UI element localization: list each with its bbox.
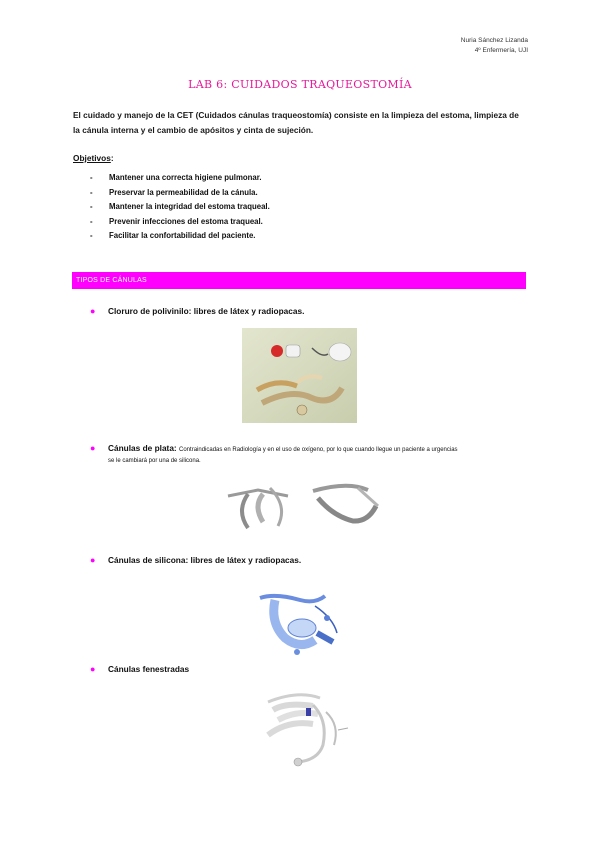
- objective-text: Preservar la permeabilidad de la cánula.: [109, 187, 258, 197]
- cannula-label: Cloruro de polivinilo: libres de látex y radiopacas.: [108, 306, 305, 316]
- objective-item: - Facilitar la confortabilidad del paciente.: [90, 231, 256, 240]
- objectives-list: [90, 171, 270, 244]
- page-title: LAB 6: CUIDADOS TRAQUEOSTOMÍA: [188, 78, 412, 91]
- cannula-note: Contraindicadas en Radiología y en el uso de oxígeno, por lo que cuando llegue un paciente a urgencias: [179, 447, 458, 453]
- pvc-cannula-photo: [242, 328, 357, 423]
- objective-text: Prevenir infecciones del estoma traqueal.: [109, 216, 263, 226]
- cannula-item-fenestrated: [90, 664, 189, 674]
- silicone-cannula-photo: [255, 578, 350, 658]
- silver-cannula-photo: [218, 476, 388, 536]
- cannula-note-continued: se le cambiará por una de silicona.: [108, 458, 201, 464]
- bullet-icon: ●: [90, 306, 96, 316]
- bullet-icon: ●: [90, 443, 96, 453]
- section-title: TIPOS DE CÁNULAS: [76, 277, 147, 284]
- course-name: 4º Enfermería, UJI: [474, 47, 528, 54]
- cannula-label: Cánulas de silicona: libres de látex y radiopacas.: [108, 555, 302, 565]
- objectives-heading-text: Objetivos: [73, 153, 111, 163]
- cannula-item-pvc: [90, 306, 304, 316]
- objective-item: - Prevenir infecciones del estoma traqueal.: [90, 216, 263, 226]
- section-band: [72, 272, 526, 289]
- bullet-icon: ●: [90, 555, 96, 565]
- objective-item: - Mantener una correcta higiene pulmonar.: [90, 173, 262, 182]
- objective-item: - Preservar la permeabilidad de la cánula.: [90, 187, 258, 197]
- objective-text: Mantener una correcta higiene pulmonar.: [109, 173, 262, 182]
- bullet-icon: ●: [90, 664, 96, 674]
- objectives-heading: Objetivos:: [73, 153, 114, 163]
- fenestrated-cannula-photo: [258, 680, 354, 770]
- cannula-item-silver: [90, 443, 458, 453]
- cannula-label: Cánulas fenestradas: [108, 664, 190, 674]
- objective-item: - Mantener la integridad del estoma traqueal.: [90, 202, 270, 211]
- document-header: [461, 36, 528, 56]
- intro-paragraph: El cuidado y manejo de la CET (Cuidados cánulas traqueostomía) consiste en la limpieza del estoma, limpieza de la cánula interna y el cambio de apósitos y cinta de sujeción.: [73, 110, 519, 135]
- cannula-label: Cánulas de plata:: [108, 443, 177, 453]
- cannula-item-silicone: [90, 555, 301, 565]
- objective-text: Mantener la integridad del estoma traqueal.: [109, 202, 270, 211]
- objective-text: Facilitar la confortabilidad del paciente.: [109, 231, 256, 240]
- author-name: Nuria Sánchez Lizanda: [460, 37, 528, 44]
